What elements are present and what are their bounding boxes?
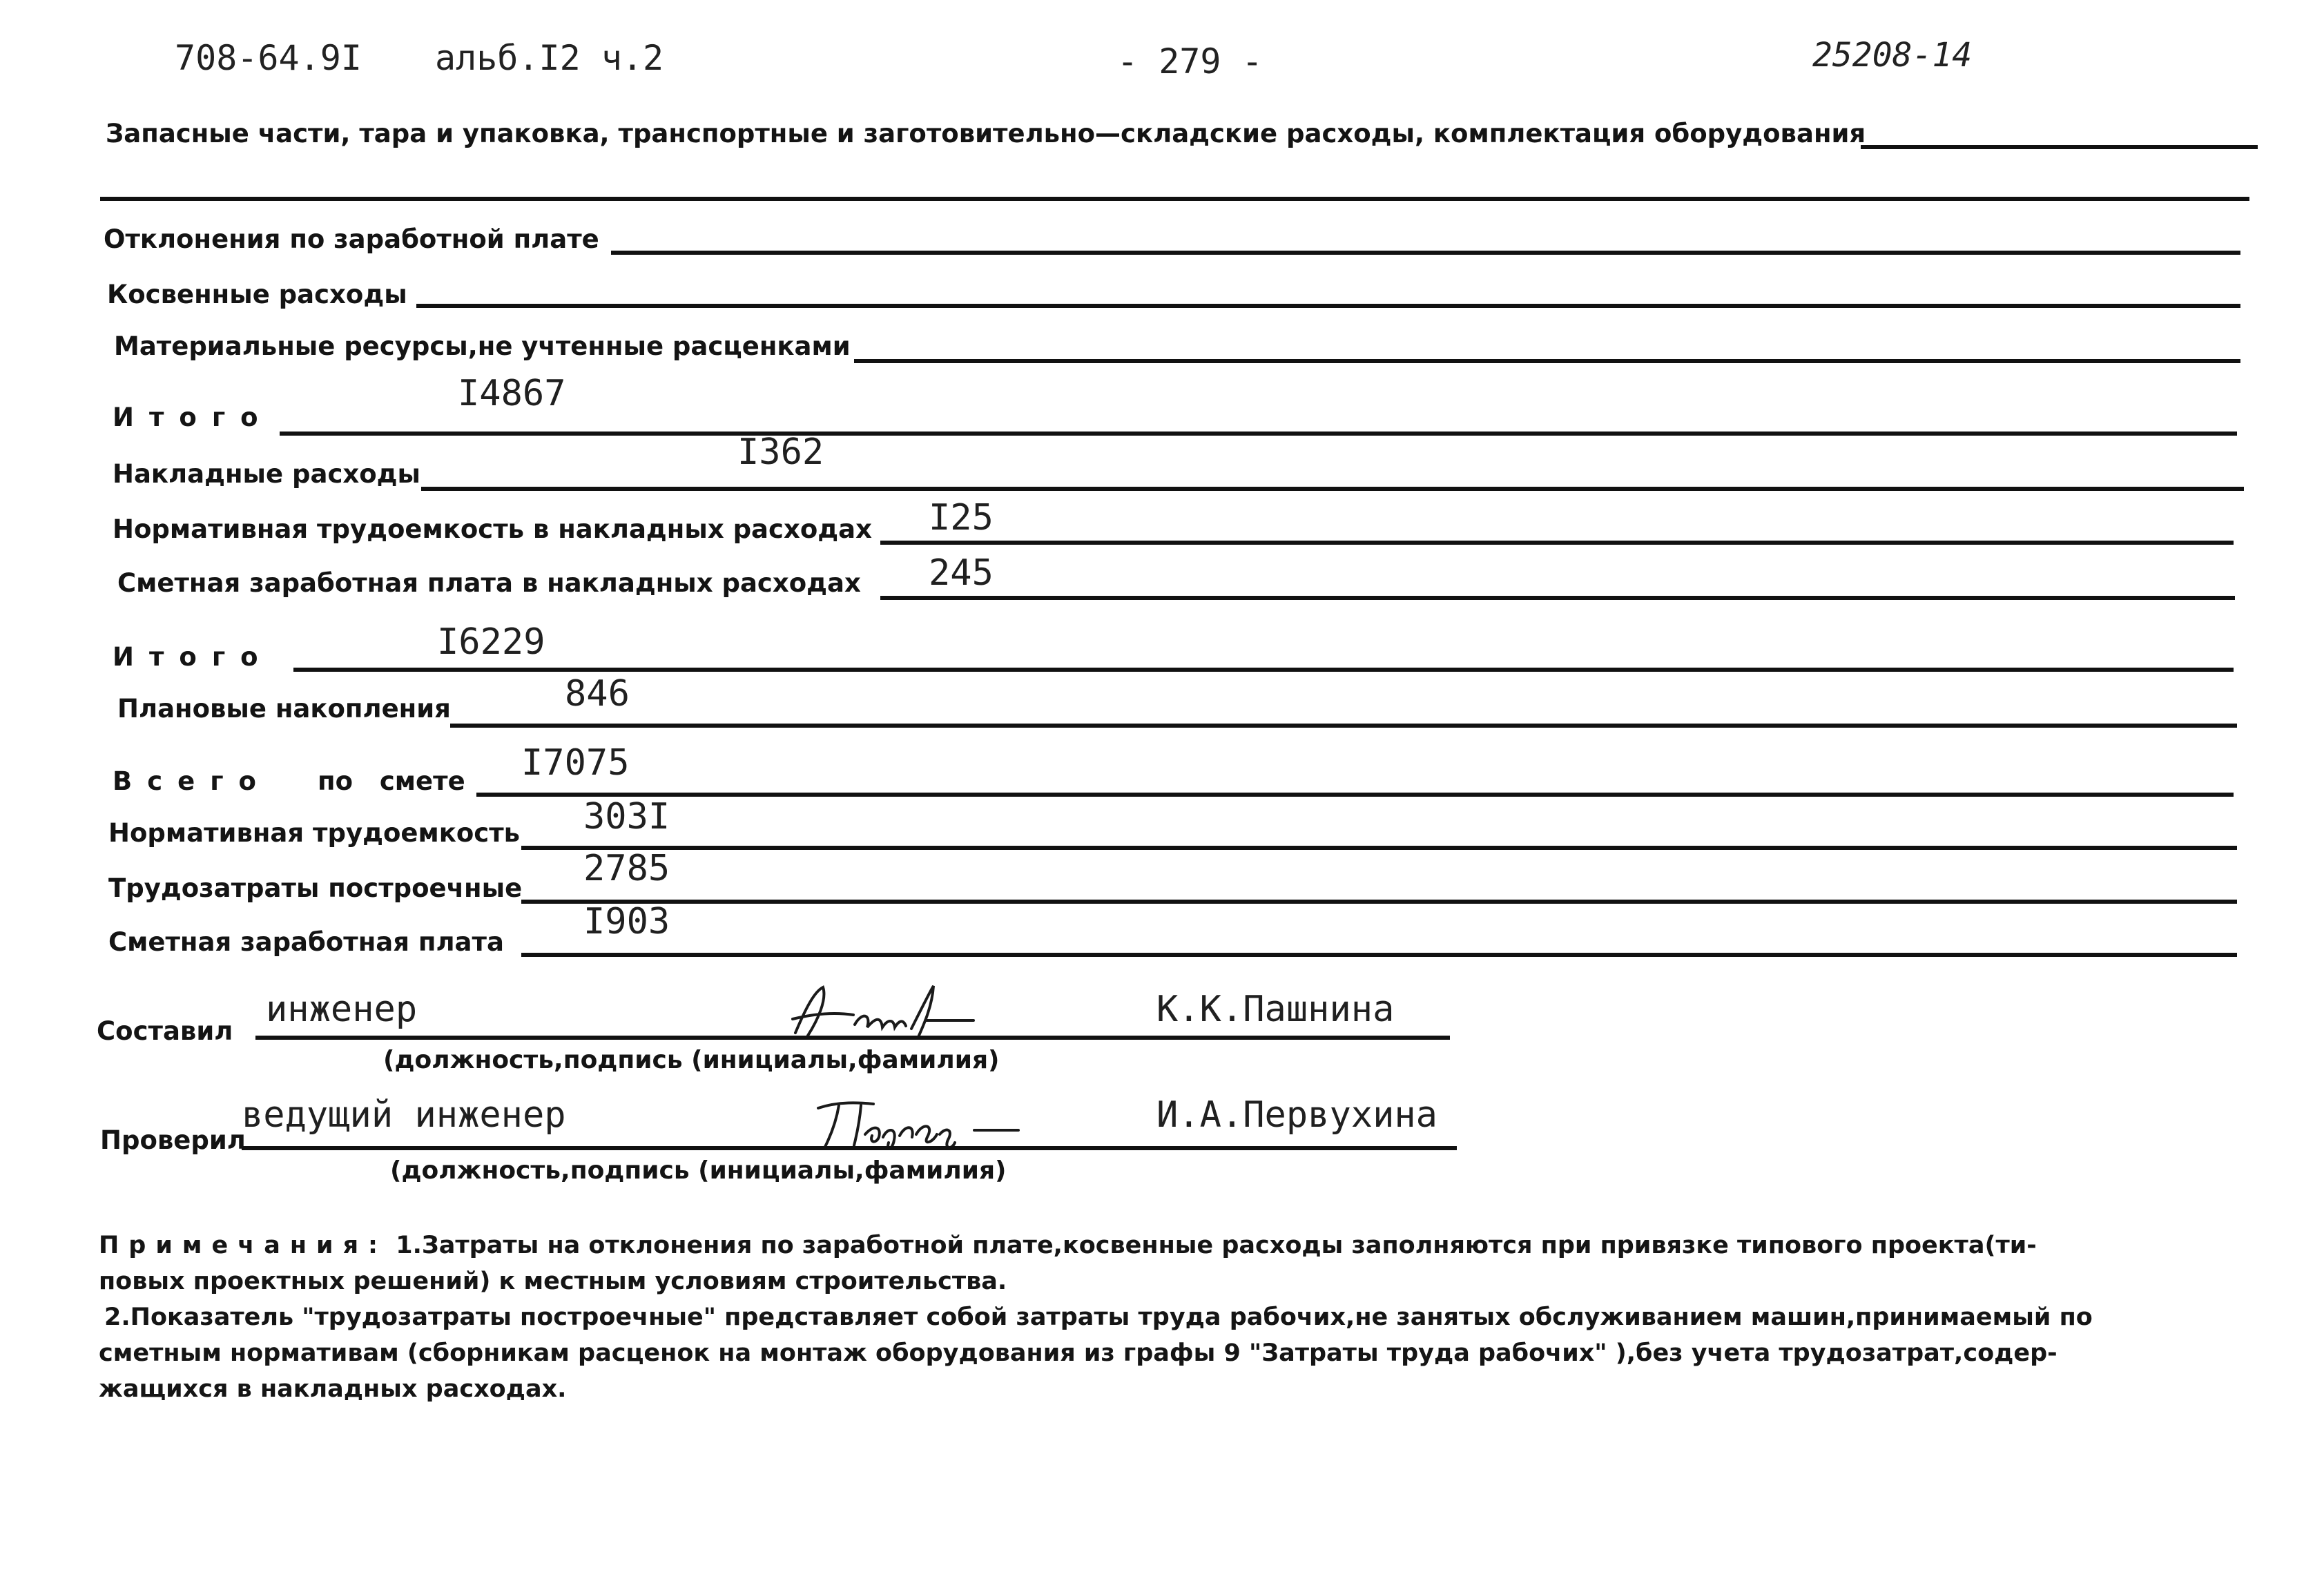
wage-deviation-label: Отклонения по заработной плате — [104, 224, 599, 254]
compiled-line — [255, 1036, 1450, 1040]
wage-overhead-value: 245 — [929, 552, 994, 594]
total-2-value: I6229 — [437, 621, 545, 663]
compiled-position: инженер — [266, 989, 418, 1030]
checked-position: ведущий инженер — [242, 1094, 566, 1136]
archive-stamp: 25208-14 — [1812, 36, 1973, 75]
material-resources-line — [854, 359, 2240, 363]
indirect-costs-label: Косвенные расходы — [107, 280, 407, 309]
checked-line — [242, 1146, 1457, 1150]
construction-labor-label: Трудозатраты построечные — [108, 873, 523, 903]
compiled-signature-mark — [787, 979, 987, 1045]
compiled-signature — [787, 979, 987, 1045]
document-code: 708-64.9I — [175, 38, 362, 78]
construction-labor-line — [521, 900, 2237, 904]
notes-line-4: сметным нормативам (сборникам расценок на монтаж оборудования из графы 9 "Затраты труда рабочих" ),без учета трудозатрат,содер- — [99, 1339, 2057, 1367]
spare-parts-label: Запасные части, тара и упаковка, транспортные и заготовительно—складские расходы, комплектация оборудования — [106, 119, 1866, 148]
planned-savings-line — [450, 724, 2237, 728]
total-1-value: I4867 — [458, 373, 566, 414]
overhead-label: Накладные расходы — [113, 459, 421, 489]
construction-labor-value: 2785 — [583, 848, 670, 889]
notes-line-5: жащихся в накладных расходах. — [99, 1375, 567, 1403]
total-1-line — [280, 432, 2237, 436]
norm-labor-overhead-label: Нормативная трудоемкость в накладных расходах — [113, 514, 872, 544]
compiled-by-label: Составил — [97, 1016, 233, 1046]
spare-parts-line — [1861, 145, 2258, 149]
estimated-wage-label: Сметная заработная плата — [108, 927, 504, 957]
overhead-line — [421, 487, 2244, 491]
notes-line-2: повых проектных решений) к местным условиям строительства. — [99, 1268, 1007, 1295]
compiled-signature-text: Пашн — [787, 979, 789, 980]
total-2-line — [293, 668, 2234, 672]
checked-by-label: Проверил — [100, 1125, 246, 1155]
indirect-costs-line — [416, 304, 2240, 308]
notes-heading: Примечания: — [99, 1232, 388, 1259]
checked-name: И.А.Первухина — [1156, 1094, 1437, 1136]
grand-total-line — [476, 793, 2234, 797]
grand-total-label: Всего — [113, 766, 271, 796]
compiled-caption: (должность,подпись (инициалы,фамилия) — [383, 1046, 1000, 1074]
norm-labor-value: 303I — [583, 796, 670, 837]
notes-block — [99, 1228, 2239, 1407]
planned-savings-label: Плановые накопления — [117, 694, 451, 724]
page-number: - 279 - — [1117, 41, 1263, 81]
norm-labor-overhead-line — [880, 541, 2234, 545]
grand-total-label-rest: по смете — [318, 766, 465, 796]
estimated-wage-line — [521, 953, 2237, 957]
wage-deviation-line — [611, 251, 2240, 255]
wage-overhead-line — [880, 596, 2235, 600]
compiled-name: К.К.Пашнина — [1156, 989, 1395, 1030]
norm-labor-line — [521, 846, 2237, 850]
total-2-label: Итого — [113, 642, 273, 672]
checked-caption: (должность,подпись (инициалы,фамилия) — [390, 1156, 1007, 1185]
planned-savings-value: 846 — [565, 673, 630, 715]
spare-parts-line-2 — [100, 197, 2249, 201]
norm-labor-label: Нормативная трудоемкость — [108, 818, 521, 848]
estimated-wage-value: I903 — [583, 901, 670, 942]
album-reference: альб.I2 ч.2 — [435, 38, 664, 78]
notes-line-3: 2.Показатель "трудозатраты построечные" представляет собой затраты труда рабочих,не занятых обслуживанием машин,принимаемый по — [104, 1303, 2093, 1331]
grand-total-value: I7075 — [521, 742, 630, 784]
material-resources-label: Материальные ресурсы,не учтенные расценками — [114, 331, 851, 361]
checked-signature-text: Первух — [811, 1094, 814, 1095]
wage-overhead-label: Сметная заработная плата в накладных расходах — [117, 568, 861, 598]
overhead-value: I362 — [737, 432, 824, 473]
total-1-label: Итого — [113, 403, 273, 432]
notes-line-1: 1.Затраты на отклонения по заработной плате,косвенные расходы заполняются при привязке типового проекта(ти- — [396, 1232, 2037, 1259]
norm-labor-overhead-value: I25 — [929, 497, 994, 539]
